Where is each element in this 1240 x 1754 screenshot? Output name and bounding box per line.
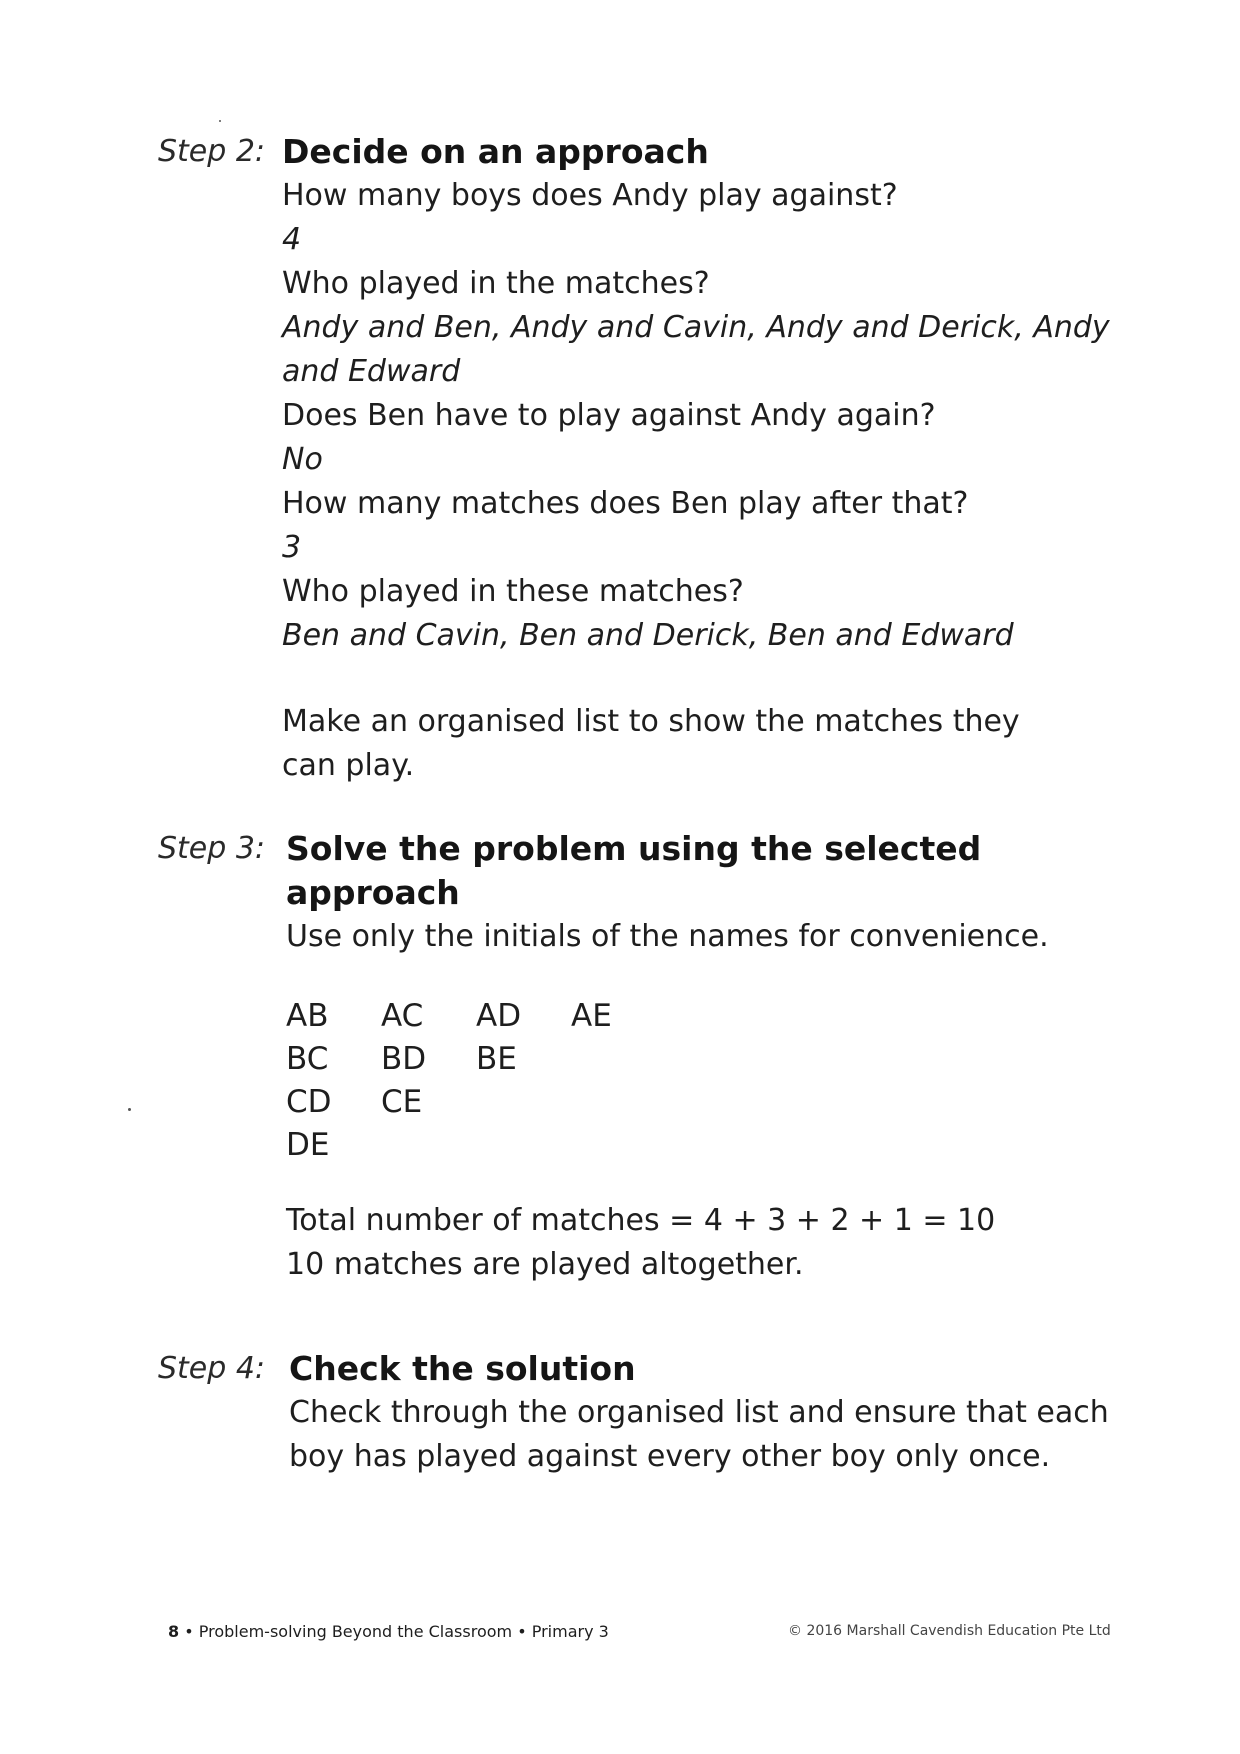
copyright-notice: © 2016 Marshall Cavendish Education Pte Ltd [788,1623,1111,1639]
answer-line: Ben and Cavin, Ben and Derick, Ben and Edward [282,618,1014,653]
step-3-heading-line-1: Solve the problem using the selected [286,829,982,868]
book-level: Primary 3 [531,1622,609,1641]
step-4-label: Step 4: [158,1351,266,1386]
answer-line: No [282,442,323,477]
match-pair: CE [381,1084,423,1120]
question-line: Who played in these matches? [282,574,744,609]
total-matches-equation: Total number of matches = 4 + 3 + 2 + 1 = 10 [286,1203,996,1238]
scan-speck [219,120,221,122]
footer-separator-1: • [184,1622,194,1641]
organised-match-list [286,995,1126,1167]
step-4-heading: Check the solution [289,1349,636,1388]
scan-speck [128,1108,131,1111]
step-3-note: Use only the initials of the names for convenience. [286,919,1049,954]
match-pair: AD [476,998,522,1034]
step-2-instruction-line-2: can play. [282,748,415,783]
step-4-body [289,1347,1129,1479]
empty-cell [571,1038,666,1081]
step-3-label: Step 3: [158,831,266,866]
answer-line: Andy and Ben, Andy and Cavin, Andy and Derick, Andy [282,310,1110,345]
step-2-qa-list [282,174,1122,658]
page-number: 8 [168,1622,180,1641]
match-pair: BC [286,1041,329,1077]
match-pair: BD [381,1041,427,1077]
empty-cell [571,1124,666,1167]
empty-cell [381,1124,476,1167]
footer-book-info [168,1622,609,1641]
match-pair: BE [476,1041,517,1077]
answer-line: 3 [282,530,302,565]
match-pair: AC [381,998,424,1034]
match-pair: CD [286,1084,332,1120]
question-line: How many matches does Ben play after that? [282,486,969,521]
match-pair: AE [571,998,612,1034]
footer-separator-2: • [517,1622,527,1641]
step-2-heading: Decide on an approach [282,132,709,171]
book-title: Problem-solving Beyond the Classroom [198,1622,513,1641]
step-2-label: Step 2: [158,134,266,169]
step-2-instruction-line-1: Make an organised list to show the matches they [282,704,1020,739]
answer-line: and Edward [282,354,461,389]
match-pair: DE [286,1127,330,1163]
step-2-body [282,130,1122,788]
question-line: Who played in the matches? [282,266,710,301]
empty-cell [476,1124,571,1167]
step-3-body [286,827,1126,1287]
step-4-line-1: Check through the organised list and ensure that each [289,1395,1109,1430]
match-pair: AB [286,998,329,1034]
step-4-line-2: boy has played against every other boy only once. [289,1439,1051,1474]
question-line: Does Ben have to play against Andy again? [282,398,936,433]
question-line: How many boys does Andy play against? [282,178,898,213]
step-3-heading-line-2: approach [286,873,460,912]
empty-cell [571,1081,666,1124]
answer-line: 4 [282,222,302,257]
empty-cell [476,1081,571,1124]
step-3-conclusion: 10 matches are played altogether. [286,1247,804,1282]
